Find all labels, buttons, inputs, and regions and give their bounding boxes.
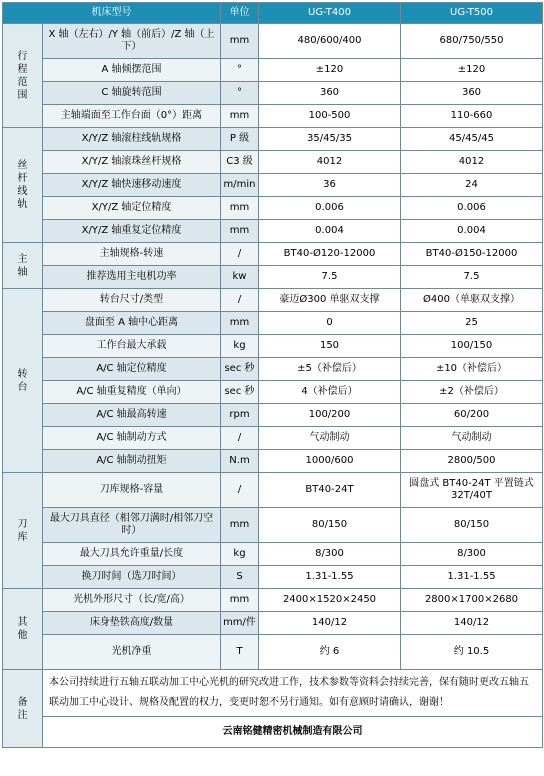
spec-unit: mm <box>221 24 259 59</box>
spec-row <box>3 266 543 289</box>
spec-item: X/Y/Z 轴重复定位精度 <box>43 220 221 243</box>
spec-value-ug-t500: 100/150 <box>401 335 543 358</box>
spec-item: 最大刀具允许重量/长度 <box>43 543 221 566</box>
spec-unit: kg <box>221 335 259 358</box>
spec-item: X/Y/Z 轴快速移动速度 <box>43 174 221 197</box>
spec-item: A/C 轴制动扭矩 <box>43 450 221 473</box>
model-ug-t400-header: UG-T400 <box>259 3 401 24</box>
spec-row <box>3 335 543 358</box>
spec-row <box>3 59 543 82</box>
section-label: 其他 <box>3 589 43 670</box>
spec-value-ug-t400: 360 <box>259 82 401 105</box>
spec-item: A 轴倾摆范围 <box>43 59 221 82</box>
spec-value-ug-t400: 2400×1520×2450 <box>259 589 401 612</box>
spec-row <box>3 243 543 266</box>
unit-header: 单位 <box>221 3 259 24</box>
spec-value-ug-t400: 约 6 <box>259 635 401 670</box>
spec-item: X 轴（左右）/Y 轴（前后）/Z 轴（上下） <box>43 24 221 59</box>
spec-value-ug-t400: 0 <box>259 312 401 335</box>
spec-value-ug-t500: 4012 <box>401 151 543 174</box>
spec-item: 工作台最大承载 <box>43 335 221 358</box>
spec-sheet <box>2 2 542 748</box>
spec-unit: sec 秒 <box>221 381 259 404</box>
spec-value-ug-t400: 1.31-1.55 <box>259 566 401 589</box>
spec-value-ug-t500: 680/750/550 <box>401 24 543 59</box>
spec-item: 换刀时间（选刀时间） <box>43 566 221 589</box>
spec-body <box>3 24 543 670</box>
spec-unit: / <box>221 473 259 508</box>
spec-item: 主轴端面至工作台面（0°）距离 <box>43 105 221 128</box>
spec-unit: mm <box>221 197 259 220</box>
spec-row <box>3 543 543 566</box>
spec-item: 主轴规格-转速 <box>43 243 221 266</box>
spec-unit: mm <box>221 105 259 128</box>
spec-row <box>3 151 543 174</box>
spec-unit: ° <box>221 59 259 82</box>
spec-unit: rpm <box>221 404 259 427</box>
model-ug-t500-header: UG-T500 <box>401 3 543 24</box>
model-header: 机床型号 <box>3 3 221 24</box>
spec-unit: mm <box>221 508 259 543</box>
spec-row <box>3 381 543 404</box>
spec-row <box>3 450 543 473</box>
section-label: 转台 <box>3 289 43 473</box>
spec-unit: mm <box>221 220 259 243</box>
spec-unit: / <box>221 427 259 450</box>
spec-item: 床身垫铁高度/数量 <box>43 612 221 635</box>
spec-value-ug-t400: 0.006 <box>259 197 401 220</box>
spec-item: 转台尺寸/类型 <box>43 289 221 312</box>
company-name: 云南铭健精密机械制造有限公司 <box>43 717 543 748</box>
spec-unit: m/min <box>221 174 259 197</box>
spec-item: 最大刀具直径（相邻刀满时/相邻刀空时） <box>43 508 221 543</box>
spec-item: X/Y/Z 轴定位精度 <box>43 197 221 220</box>
spec-unit: C3 级 <box>221 151 259 174</box>
section-label: 主轴 <box>3 243 43 289</box>
spec-unit: sec 秒 <box>221 358 259 381</box>
spec-unit: mm/件 <box>221 612 259 635</box>
spec-item: 推荐选用主电机功率 <box>43 266 221 289</box>
spec-row <box>3 566 543 589</box>
spec-value-ug-t500: 1.31-1.55 <box>401 566 543 589</box>
spec-value-ug-t400: BT40-24T <box>259 473 401 508</box>
spec-value-ug-t500: 60/200 <box>401 404 543 427</box>
spec-value-ug-t400: ±120 <box>259 59 401 82</box>
spec-value-ug-t400: 480/600/400 <box>259 24 401 59</box>
spec-value-ug-t500: 约 10.5 <box>401 635 543 670</box>
section-label: 行程范围 <box>3 24 43 128</box>
table-header <box>3 3 543 24</box>
spec-item: X/Y/Z 轴滚柱线轨规格 <box>43 128 221 151</box>
spec-value-ug-t400: 8/300 <box>259 543 401 566</box>
spec-row <box>3 473 543 508</box>
spec-unit: kg <box>221 543 259 566</box>
spec-unit: / <box>221 289 259 312</box>
spec-row <box>3 612 543 635</box>
spec-item: A/C 轴制动方式 <box>43 427 221 450</box>
spec-value-ug-t500: 140/12 <box>401 612 543 635</box>
spec-value-ug-t400: 4012 <box>259 151 401 174</box>
spec-value-ug-t400: 豪迈Ø300 单驱双支撑 <box>259 289 401 312</box>
spec-unit: ° <box>221 82 259 105</box>
spec-row <box>3 197 543 220</box>
spec-value-ug-t500: 圆盘式 BT40-24T 平置链式 32T/40T <box>401 473 543 508</box>
spec-table <box>2 2 543 748</box>
spec-value-ug-t500: 24 <box>401 174 543 197</box>
spec-value-ug-t400: ±5（补偿后） <box>259 358 401 381</box>
spec-unit: kw <box>221 266 259 289</box>
spec-row <box>3 404 543 427</box>
spec-item: X/Y/Z 轴滚珠丝杆规格 <box>43 151 221 174</box>
spec-value-ug-t400: 140/12 <box>259 612 401 635</box>
spec-unit: S <box>221 566 259 589</box>
spec-value-ug-t500: 360 <box>401 82 543 105</box>
spec-value-ug-t500: ±2（补偿后） <box>401 381 543 404</box>
spec-value-ug-t500: 0.004 <box>401 220 543 243</box>
spec-value-ug-t500: 气动制动 <box>401 427 543 450</box>
spec-value-ug-t500: ±10（补偿后） <box>401 358 543 381</box>
spec-value-ug-t400: 1000/600 <box>259 450 401 473</box>
spec-item: 光机外形尺寸（长/宽/高） <box>43 589 221 612</box>
spec-value-ug-t500: 2800/500 <box>401 450 543 473</box>
section-label: 刀库 <box>3 473 43 589</box>
spec-value-ug-t500: ±120 <box>401 59 543 82</box>
spec-item: A/C 轴最高转速 <box>43 404 221 427</box>
spec-value-ug-t500: BT40-Ø150-12000 <box>401 243 543 266</box>
spec-unit: P 级 <box>221 128 259 151</box>
spec-value-ug-t400: 0.004 <box>259 220 401 243</box>
spec-row <box>3 358 543 381</box>
spec-row <box>3 24 543 59</box>
spec-value-ug-t500: 0.006 <box>401 197 543 220</box>
section-label: 丝杆线轨 <box>3 128 43 243</box>
remarks-text: 本公司持续进行五轴五联动加工中心光机的研究改进工作，技术参数等资料会持续完善，保有随时更改五轴五联动加工中心设计、规格及配置的权力，变更时恕不另行通知。如有意顾时请确认，谢谢！ <box>43 670 543 717</box>
spec-value-ug-t500: 7.5 <box>401 266 543 289</box>
spec-unit: mm <box>221 589 259 612</box>
spec-value-ug-t500: Ø400（单驱双支撑） <box>401 289 543 312</box>
spec-value-ug-t500: 8/300 <box>401 543 543 566</box>
spec-row <box>3 220 543 243</box>
spec-row <box>3 589 543 612</box>
spec-unit: / <box>221 243 259 266</box>
spec-value-ug-t400: BT40-Ø120-12000 <box>259 243 401 266</box>
spec-value-ug-t500: 25 <box>401 312 543 335</box>
spec-item: 刀库规格-容量 <box>43 473 221 508</box>
spec-item: 盘面至 A 轴中心距离 <box>43 312 221 335</box>
spec-unit: N.m <box>221 450 259 473</box>
spec-value-ug-t400: 100-500 <box>259 105 401 128</box>
spec-unit: T <box>221 635 259 670</box>
spec-value-ug-t400: 35/45/35 <box>259 128 401 151</box>
remarks-label: 备注 <box>3 670 43 748</box>
spec-row <box>3 105 543 128</box>
spec-row <box>3 128 543 151</box>
spec-value-ug-t500: 45/45/45 <box>401 128 543 151</box>
spec-row <box>3 508 543 543</box>
spec-row <box>3 427 543 450</box>
spec-row <box>3 289 543 312</box>
spec-value-ug-t400: 150 <box>259 335 401 358</box>
spec-value-ug-t400: 7.5 <box>259 266 401 289</box>
spec-value-ug-t400: 气动制动 <box>259 427 401 450</box>
spec-value-ug-t500: 110-660 <box>401 105 543 128</box>
remarks-row <box>3 670 543 717</box>
spec-row <box>3 635 543 670</box>
spec-value-ug-t400: 80/150 <box>259 508 401 543</box>
spec-item: C 轴旋转范围 <box>43 82 221 105</box>
spec-row <box>3 82 543 105</box>
spec-value-ug-t400: 100/200 <box>259 404 401 427</box>
spec-item: A/C 轴重复精度（单向） <box>43 381 221 404</box>
spec-value-ug-t400: 4（补偿后） <box>259 381 401 404</box>
spec-value-ug-t400: 36 <box>259 174 401 197</box>
spec-value-ug-t500: 80/150 <box>401 508 543 543</box>
spec-item: A/C 轴定位精度 <box>43 358 221 381</box>
spec-unit: mm <box>221 312 259 335</box>
spec-value-ug-t500: 2800×1700×2680 <box>401 589 543 612</box>
spec-item: 光机净重 <box>43 635 221 670</box>
spec-row <box>3 174 543 197</box>
spec-row <box>3 312 543 335</box>
